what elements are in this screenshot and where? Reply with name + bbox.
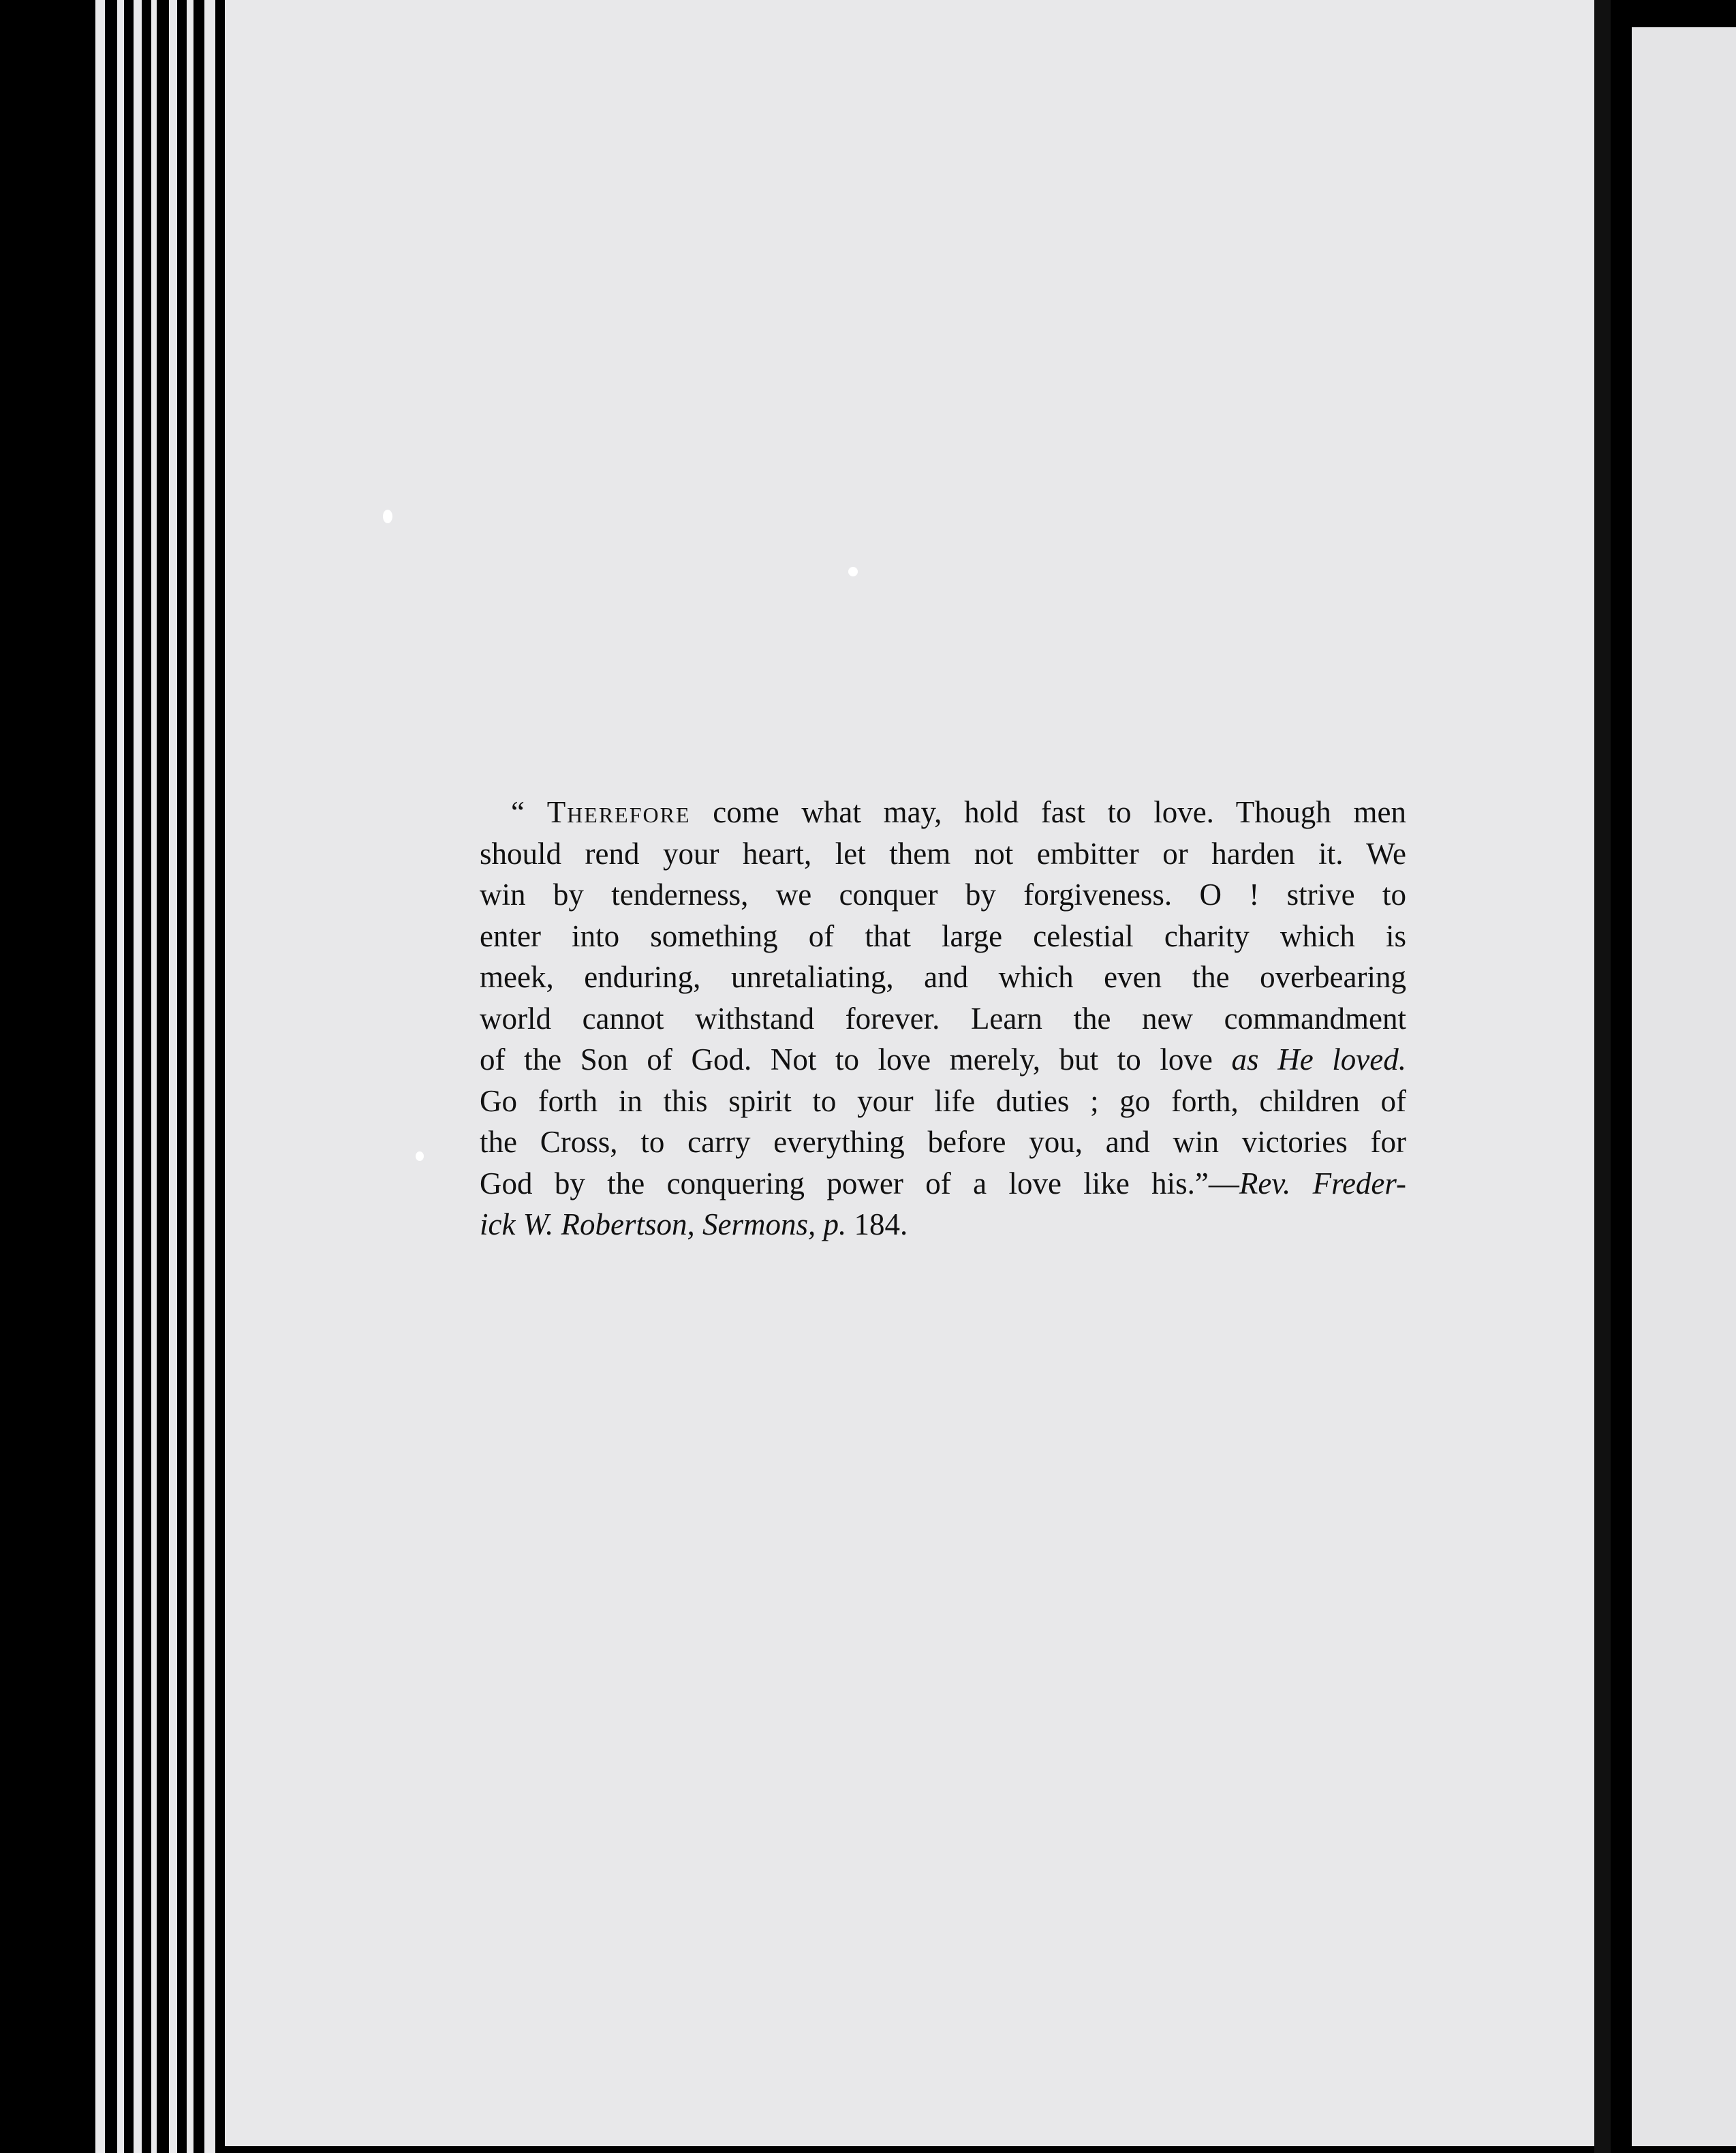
page-edge (151, 0, 157, 2153)
attribution-author: Rev. Freder- (1239, 1166, 1407, 1201)
page-edge (134, 0, 142, 2153)
paper-speck (848, 567, 858, 576)
page-edge (187, 0, 193, 2153)
quotation-block (480, 792, 1406, 1245)
quote-line-text: of the Son of God. Not to love merely, but to love (480, 1042, 1232, 1076)
quote-line: enter into something of that large celestial charity which is (480, 918, 1406, 953)
opening-quote-mark: “ (511, 795, 547, 829)
facing-page-edge (1632, 27, 1736, 2146)
paper-speck (383, 510, 392, 523)
quote-line (480, 1039, 1406, 1081)
page-edge (95, 0, 105, 2153)
quote-line (480, 792, 1406, 833)
quote-line: world cannot withstand forever. Learn the new commandment (480, 1001, 1406, 1036)
attribution-source: ick W. Robertson, Sermons, p. (480, 1207, 847, 1241)
quote-line: Go forth in this spirit to your life duties ; go forth, children of (480, 1083, 1406, 1118)
small-caps-word: Therefore (546, 795, 691, 829)
quote-line-text: come what may, hold fast to love. Though men (690, 795, 1406, 829)
paper-speck (416, 1151, 424, 1161)
quote-line: win by tenderness, we conquer by forgiveness. O ! strive to (480, 878, 1406, 912)
quote-line: the Cross, to carry everything before you, and win victories for (480, 1125, 1406, 1159)
quote-line-text: God by the conquering power of a love like his.”— (480, 1166, 1239, 1201)
page-edge (117, 0, 124, 2153)
quote-line (480, 1204, 1406, 1245)
quote-line: meek, enduring, unretaliating, and which even the overbearing (480, 960, 1406, 994)
quote-line (480, 1163, 1406, 1205)
page-edge (204, 0, 215, 2153)
page-edge (169, 0, 177, 2153)
italic-phrase: as He loved. (1231, 1042, 1406, 1076)
quote-line: should rend your heart, let them not embitter or harden it. We (480, 836, 1406, 871)
gutter (1594, 0, 1611, 2153)
page-reference: 184. (846, 1207, 908, 1241)
